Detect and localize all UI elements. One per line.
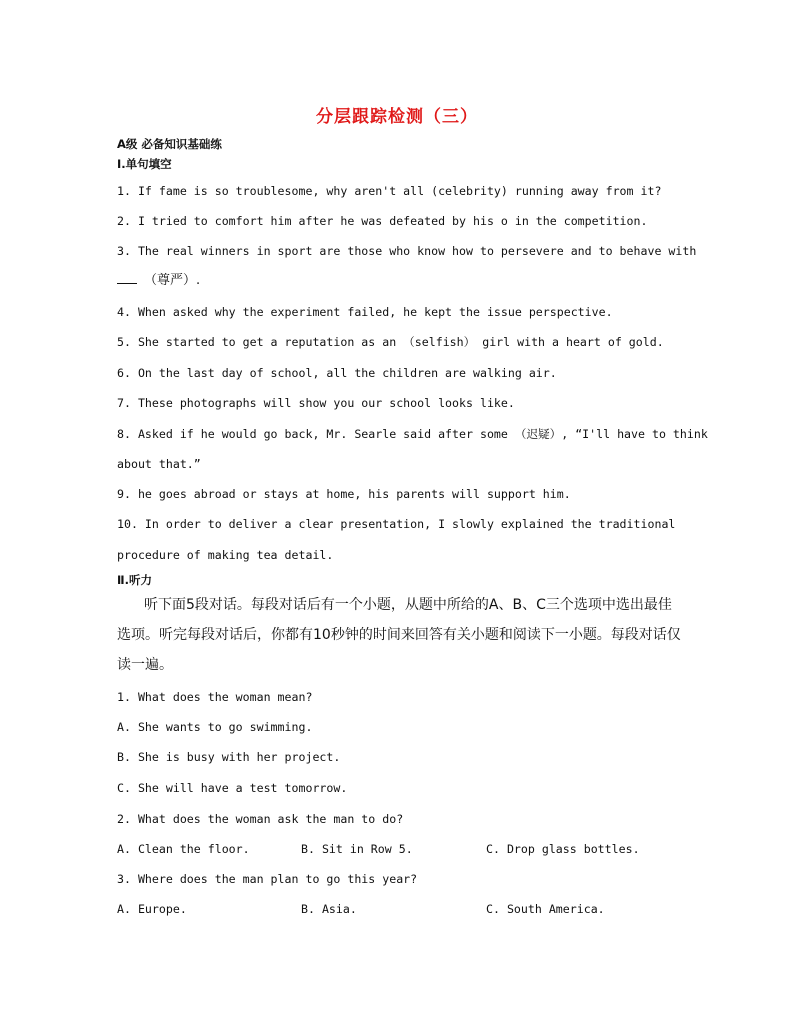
fill-item-5: 5. She started to get a reputation as an （selfish） girl with a heart of gold. [117,335,664,349]
page-title: 分层跟踪检测（三） [316,107,478,127]
fill-item-9: 9. he goes abroad or stays at home, his parents will support him. [117,487,571,501]
q3-option-a: A. Europe. [117,902,187,916]
section1-heading: Ⅰ.单句填空 [117,157,172,171]
fill-item-6: 6. On the last day of school, all the children are walking air. [117,366,557,380]
fill-item-7: 7. These photographs will show you our school looks like. [117,396,515,410]
listening-question-2: 2. What does the woman ask the man to do? [117,812,404,826]
fill-item-10: 10. In order to deliver a clear presentation, I slowly explained the traditional [117,517,676,531]
fill-item-1: 1. If fame is so troublesome, why aren't all (celebrity) running away from it? [117,184,662,198]
q1-option-b: B. She is busy with her project. [117,750,341,764]
fill-item-10-continued: procedure of making tea detail. [117,548,334,562]
q2-option-a: A. Clean the floor. [117,842,250,856]
fill-item-2: 2. I tried to comfort him after he was defeated by his o in the competition. [117,214,648,228]
q3-option-b: B. Asia. [301,902,357,916]
section2-heading: Ⅱ.听力 [117,573,152,587]
listening-instructions: 听下面5段对话。每段对话后有一个小题，从题中所给的A、B、C三个选项中选出最佳选项。听完每段对话后，你都有10秒钟的时间来回答有关小题和阅读下一小题。每段对话仅读一遍。 [117,597,681,673]
listening-question-3: 3. Where does the man plan to go this year? [117,872,418,886]
listening-question-1: 1. What does the woman mean? [117,690,313,704]
answer-blank [117,273,137,284]
fill-item-8: 8. Asked if he would go back, Mr. Searle said after some （迟疑）, “I'll have to think [117,427,708,441]
q1-option-a: A. She wants to go swimming. [117,720,313,734]
level-heading: A级 必备知识基础练 [117,137,222,151]
fill-item-8-continued: about that.” [117,457,201,471]
fill-item-3-hint: （尊严）. [143,273,201,288]
fill-item-3: 3. The real winners in sport are those who know how to persevere and to behave with [117,244,697,258]
q3-option-c: C. South America. [486,902,605,916]
q2-option-b: B. Sit in Row 5. [301,842,413,856]
fill-item-4: 4. When asked why the experiment failed, he kept the issue perspective. [117,305,613,319]
q1-option-c: C. She will have a test tomorrow. [117,781,348,795]
q2-option-c: C. Drop glass bottles. [486,842,640,856]
fill-item-3-continued [117,272,200,289]
